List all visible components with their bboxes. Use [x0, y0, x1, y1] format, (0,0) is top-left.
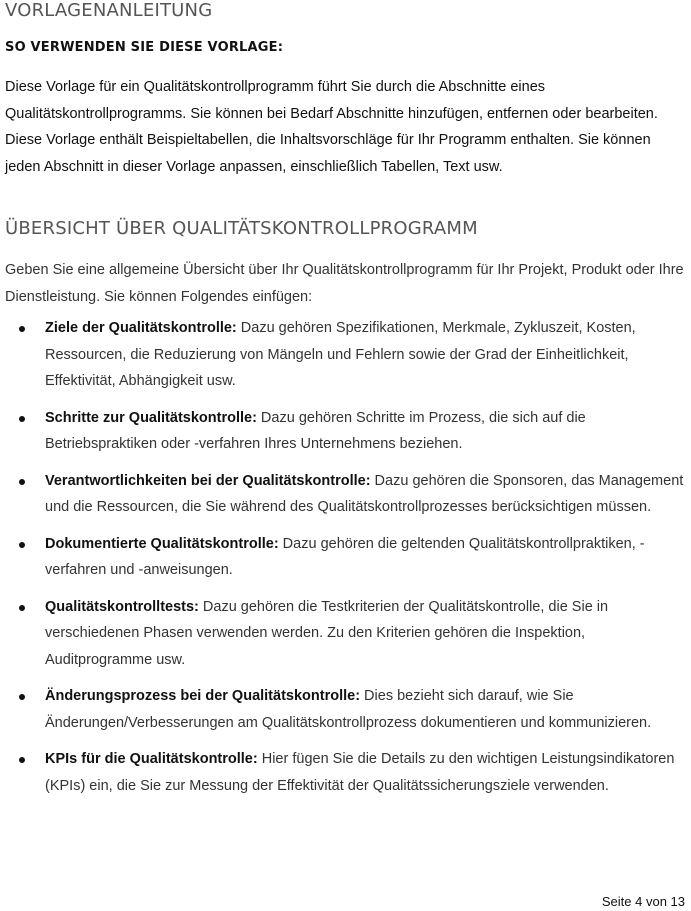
- list-item: [5, 315, 689, 395]
- bullet-icon: [19, 542, 25, 548]
- bullet-term: Schritte zur Qualitätskontrolle:: [45, 409, 257, 426]
- bullet-description: Dazu gehören die Testkriterien der Qualitätskontrolle, die Sie in verschiedenen Phasen verwenden werden. Zu den Kriterien gehören die Inspektion, Auditprogramme usw.: [45, 598, 609, 668]
- list-item: [5, 531, 689, 584]
- page-number: Seite 4 von 13: [601, 894, 685, 909]
- overview-bullet-list: [5, 315, 689, 809]
- bullet-icon: [19, 757, 25, 763]
- bullet-term: KPIs für die Qualitätskontrolle:: [45, 751, 258, 767]
- bullet-icon: [19, 479, 25, 485]
- bullet-icon: [19, 326, 25, 332]
- list-item: [5, 746, 689, 799]
- bullet-description: Hier fügen Sie die Details zu den wichtigen Leistungsindikatoren (KPIs) ein, die Sie zur Messung der Effektivität der Qualitätssicherungsziele verwenden.: [45, 751, 675, 794]
- bullet-term: Verantwortlichkeiten bei der Qualitätskontrolle:: [45, 472, 371, 489]
- bullet-term: Qualitätskontrolltests:: [45, 598, 199, 615]
- overview-text: Geben Sie eine allgemeine Übersicht über Ihr Qualitätskontrollprogramm für Ihr Projekt, Produkt oder Ihre Dienstleistung. Sie können Folgendes einfügen:: [5, 262, 684, 305]
- bullet-term: Änderungsprozess bei der Qualitätskontrolle:: [45, 688, 361, 704]
- bullet-description: Dies bezieht sich darauf, wie Sie Änderungen/Verbesserungen am Qualitätskontrollprozess dokumentieren und kommunizieren.: [45, 688, 652, 731]
- overview-paragraph: [5, 257, 685, 310]
- list-item: [5, 405, 689, 458]
- bullet-term: Ziele der Qualitätskontrolle:: [45, 320, 237, 336]
- list-item: [5, 683, 689, 736]
- bullet-term: Dokumentierte Qualitätskontrolle:: [45, 535, 279, 552]
- list-item: [5, 594, 689, 674]
- bullet-description: Dazu gehören Spezifikationen, Merkmale, Zykluszeit, Kosten, Ressourcen, die Reduzierung von Mängeln und Fehlern sowie der Grad der Einheitlichkeit, Effektivität, Abhängigkeit usw.: [45, 320, 636, 389]
- bullet-description: Dazu gehören Schritte im Prozess, die sich auf die Betriebspraktiken oder -verfahren Ihres Unternehmens beziehen.: [45, 409, 586, 452]
- guide-paragraph: Diese Vorlage für ein Qualitätskontrollprogramm führt Sie durch die Abschnitte eines Qualitätskontrollprogramms. Sie können bei Bedarf Abschnitte hinzufügen, entfernen oder bearbeiten. Diese Vorlage enthält Beispieltabellen, die Inhaltsvorschläge für Ihr Programm enthalten. Sie können jeden Abschnitt in dieser Vorlage anpassen, einschließlich Tabellen, Text usw.: [5, 79, 658, 175]
- bullet-description: Dazu gehören die Sponsoren, das Management und die Ressourcen, die Sie während des Qualitätskontrollprozesses berücksichtigen müssen.: [45, 472, 684, 515]
- bullet-icon: [19, 605, 25, 611]
- bullet-icon: [19, 416, 25, 422]
- bullet-description: Dazu gehören die geltenden Qualitätskontrollpraktiken, -verfahren und -anweisungen.: [45, 535, 645, 578]
- list-item: [5, 468, 689, 521]
- guide-heading: VORLAGENANLEITUNG: [5, 0, 213, 21]
- overview-heading: ÜBERSICHT ÜBER QUALITÄTSKONTROLLPROGRAMM: [5, 218, 478, 239]
- guide-subheading: SO VERWENDEN SIE DIESE VORLAGE:: [5, 40, 284, 55]
- bullet-icon: [19, 694, 25, 700]
